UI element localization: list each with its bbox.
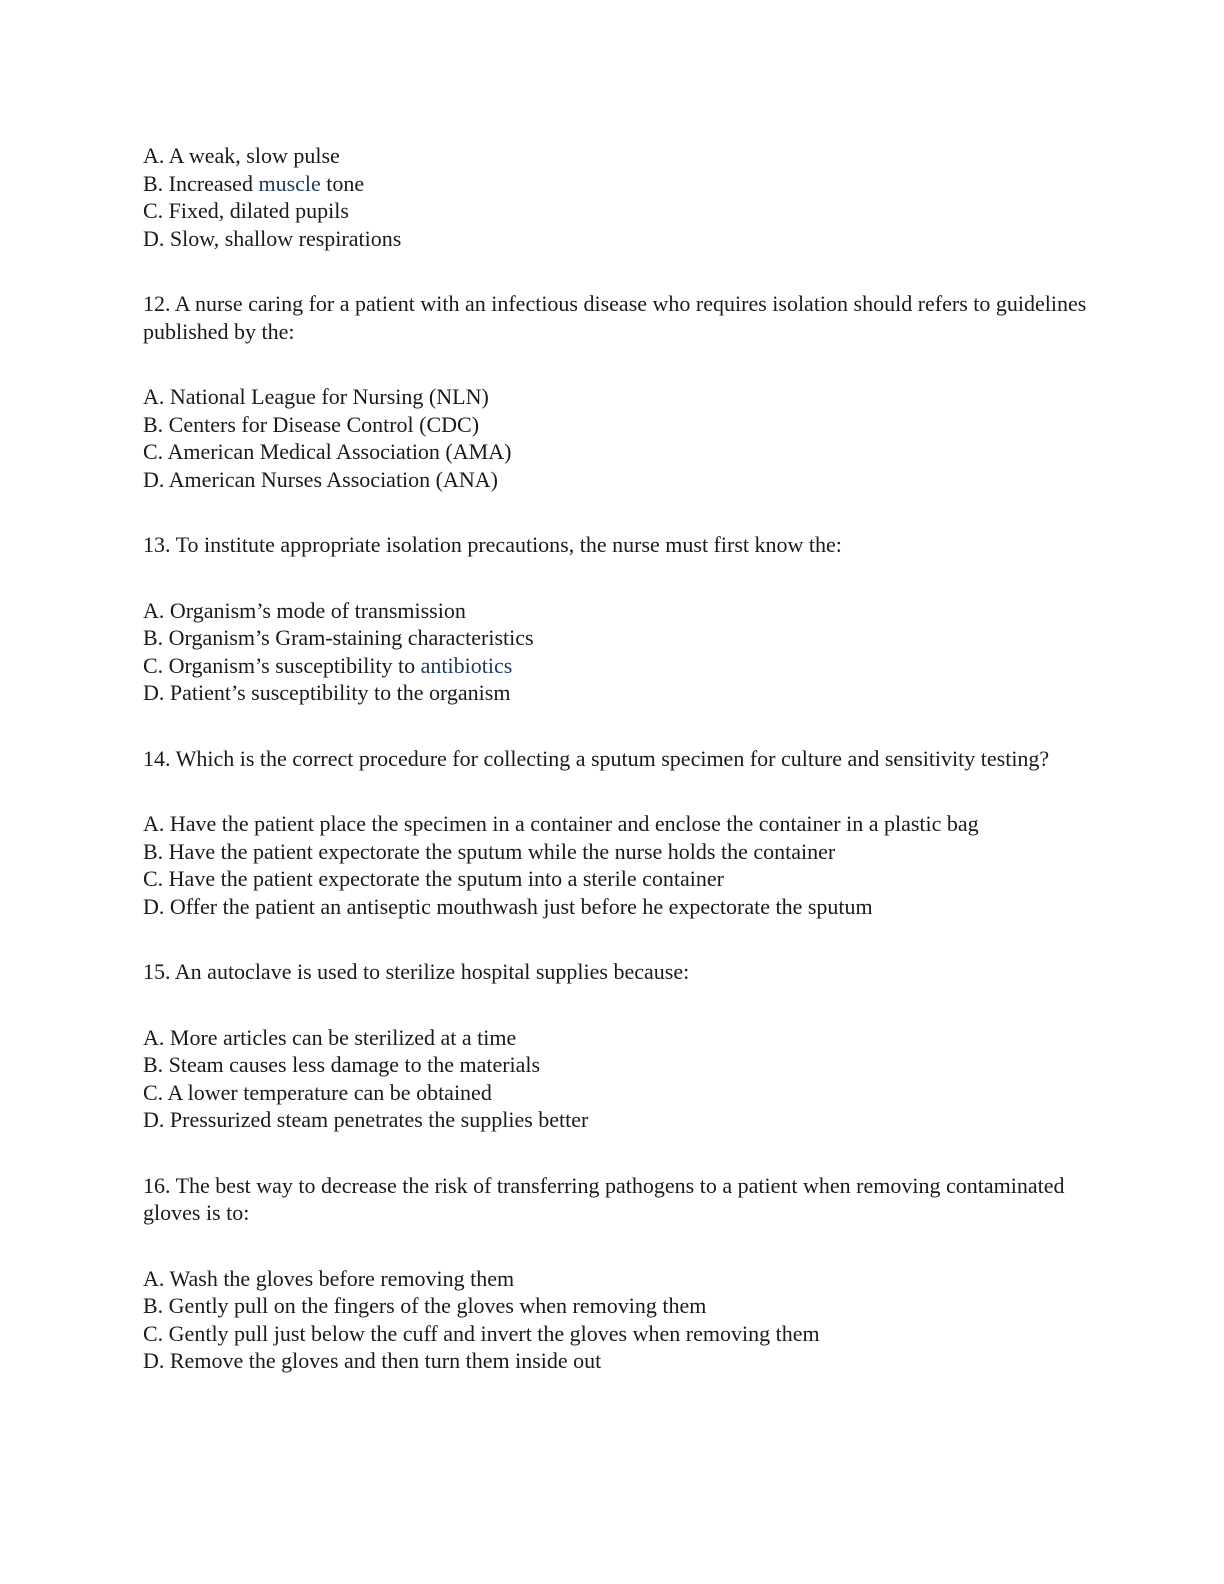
document-page [143,142,1103,1413]
option-a: A. More articles can be sterilized at a time [143,1024,517,1050]
options-list [143,142,1103,252]
muscle-link[interactable]: muscle [258,170,321,196]
option-d: D. Offer the patient an antiseptic mouthwash just before he expectorate the sputum [143,893,873,919]
question-15-options [143,1024,1103,1134]
option-b: B. Steam causes less damage to the materials [143,1052,541,1077]
question-13-options [143,597,1103,707]
option-c: C. Fixed, dilated pupils [143,198,349,223]
question-14: 14. Which is the correct procedure for collecting a sputum specimen for culture and sensitivity testing? [143,745,1050,771]
option-b: B. Have the patient expectorate the sputum while the nurse holds the container [143,838,836,864]
question-13: 13. To institute appropriate isolation precautions, the nurse must first know the: [143,532,842,557]
option-a: A. Have the patient place the specimen in a container and enclose the container in a plastic bag [143,811,979,836]
option-b: B. Increased muscle tone [143,170,365,196]
question-12: 12. A nurse caring for a patient with an infectious disease who requires isolation should refers to guidelines published by the: [143,291,1087,344]
question-16-options [143,1265,1103,1375]
option-c: C. Organism’s susceptibility to antibiotics [143,652,513,678]
option-d: D. American Nurses Association (ANA) [143,466,498,492]
option-a: A. A weak, slow pulse [143,143,340,168]
option-a: A. National League for Nursing (NLN) [143,384,489,409]
option-d: D. Patient’s susceptibility to the organism [143,680,511,705]
option-c: C. Gently pull just below the cuff and invert the gloves when removing them [143,1320,820,1346]
option-c: C. Have the patient expectorate the sputum into a sterile container [143,866,724,891]
question-12-options [143,383,1103,493]
option-b: B. Gently pull on the fingers of the gloves when removing them [143,1293,707,1318]
option-c: C. American Medical Association (AMA) [143,439,512,464]
option-d: D. Pressurized steam penetrates the supplies better [143,1107,589,1132]
option-b: B. Centers for Disease Control (CDC) [143,411,480,437]
question-16: 16. The best way to decrease the risk of transferring pathogens to a patient when removing contaminated gloves is to: [143,1172,1065,1225]
antibiotics-link[interactable]: antibiotics [420,652,513,678]
option-a: A. Wash the gloves before removing them [143,1265,515,1291]
option-c: C. A lower temperature can be obtained [143,1079,492,1105]
option-a: A. Organism’s mode of transmission [143,597,466,623]
option-d: D. Slow, shallow respirations [143,225,402,251]
option-d: D. Remove the gloves and then turn them inside out [143,1348,602,1373]
question-14-options [143,810,1103,920]
option-b: B. Organism’s Gram-staining characteristics [143,625,534,650]
question-15: 15. An autoclave is used to sterilize hospital supplies because: [143,959,690,984]
